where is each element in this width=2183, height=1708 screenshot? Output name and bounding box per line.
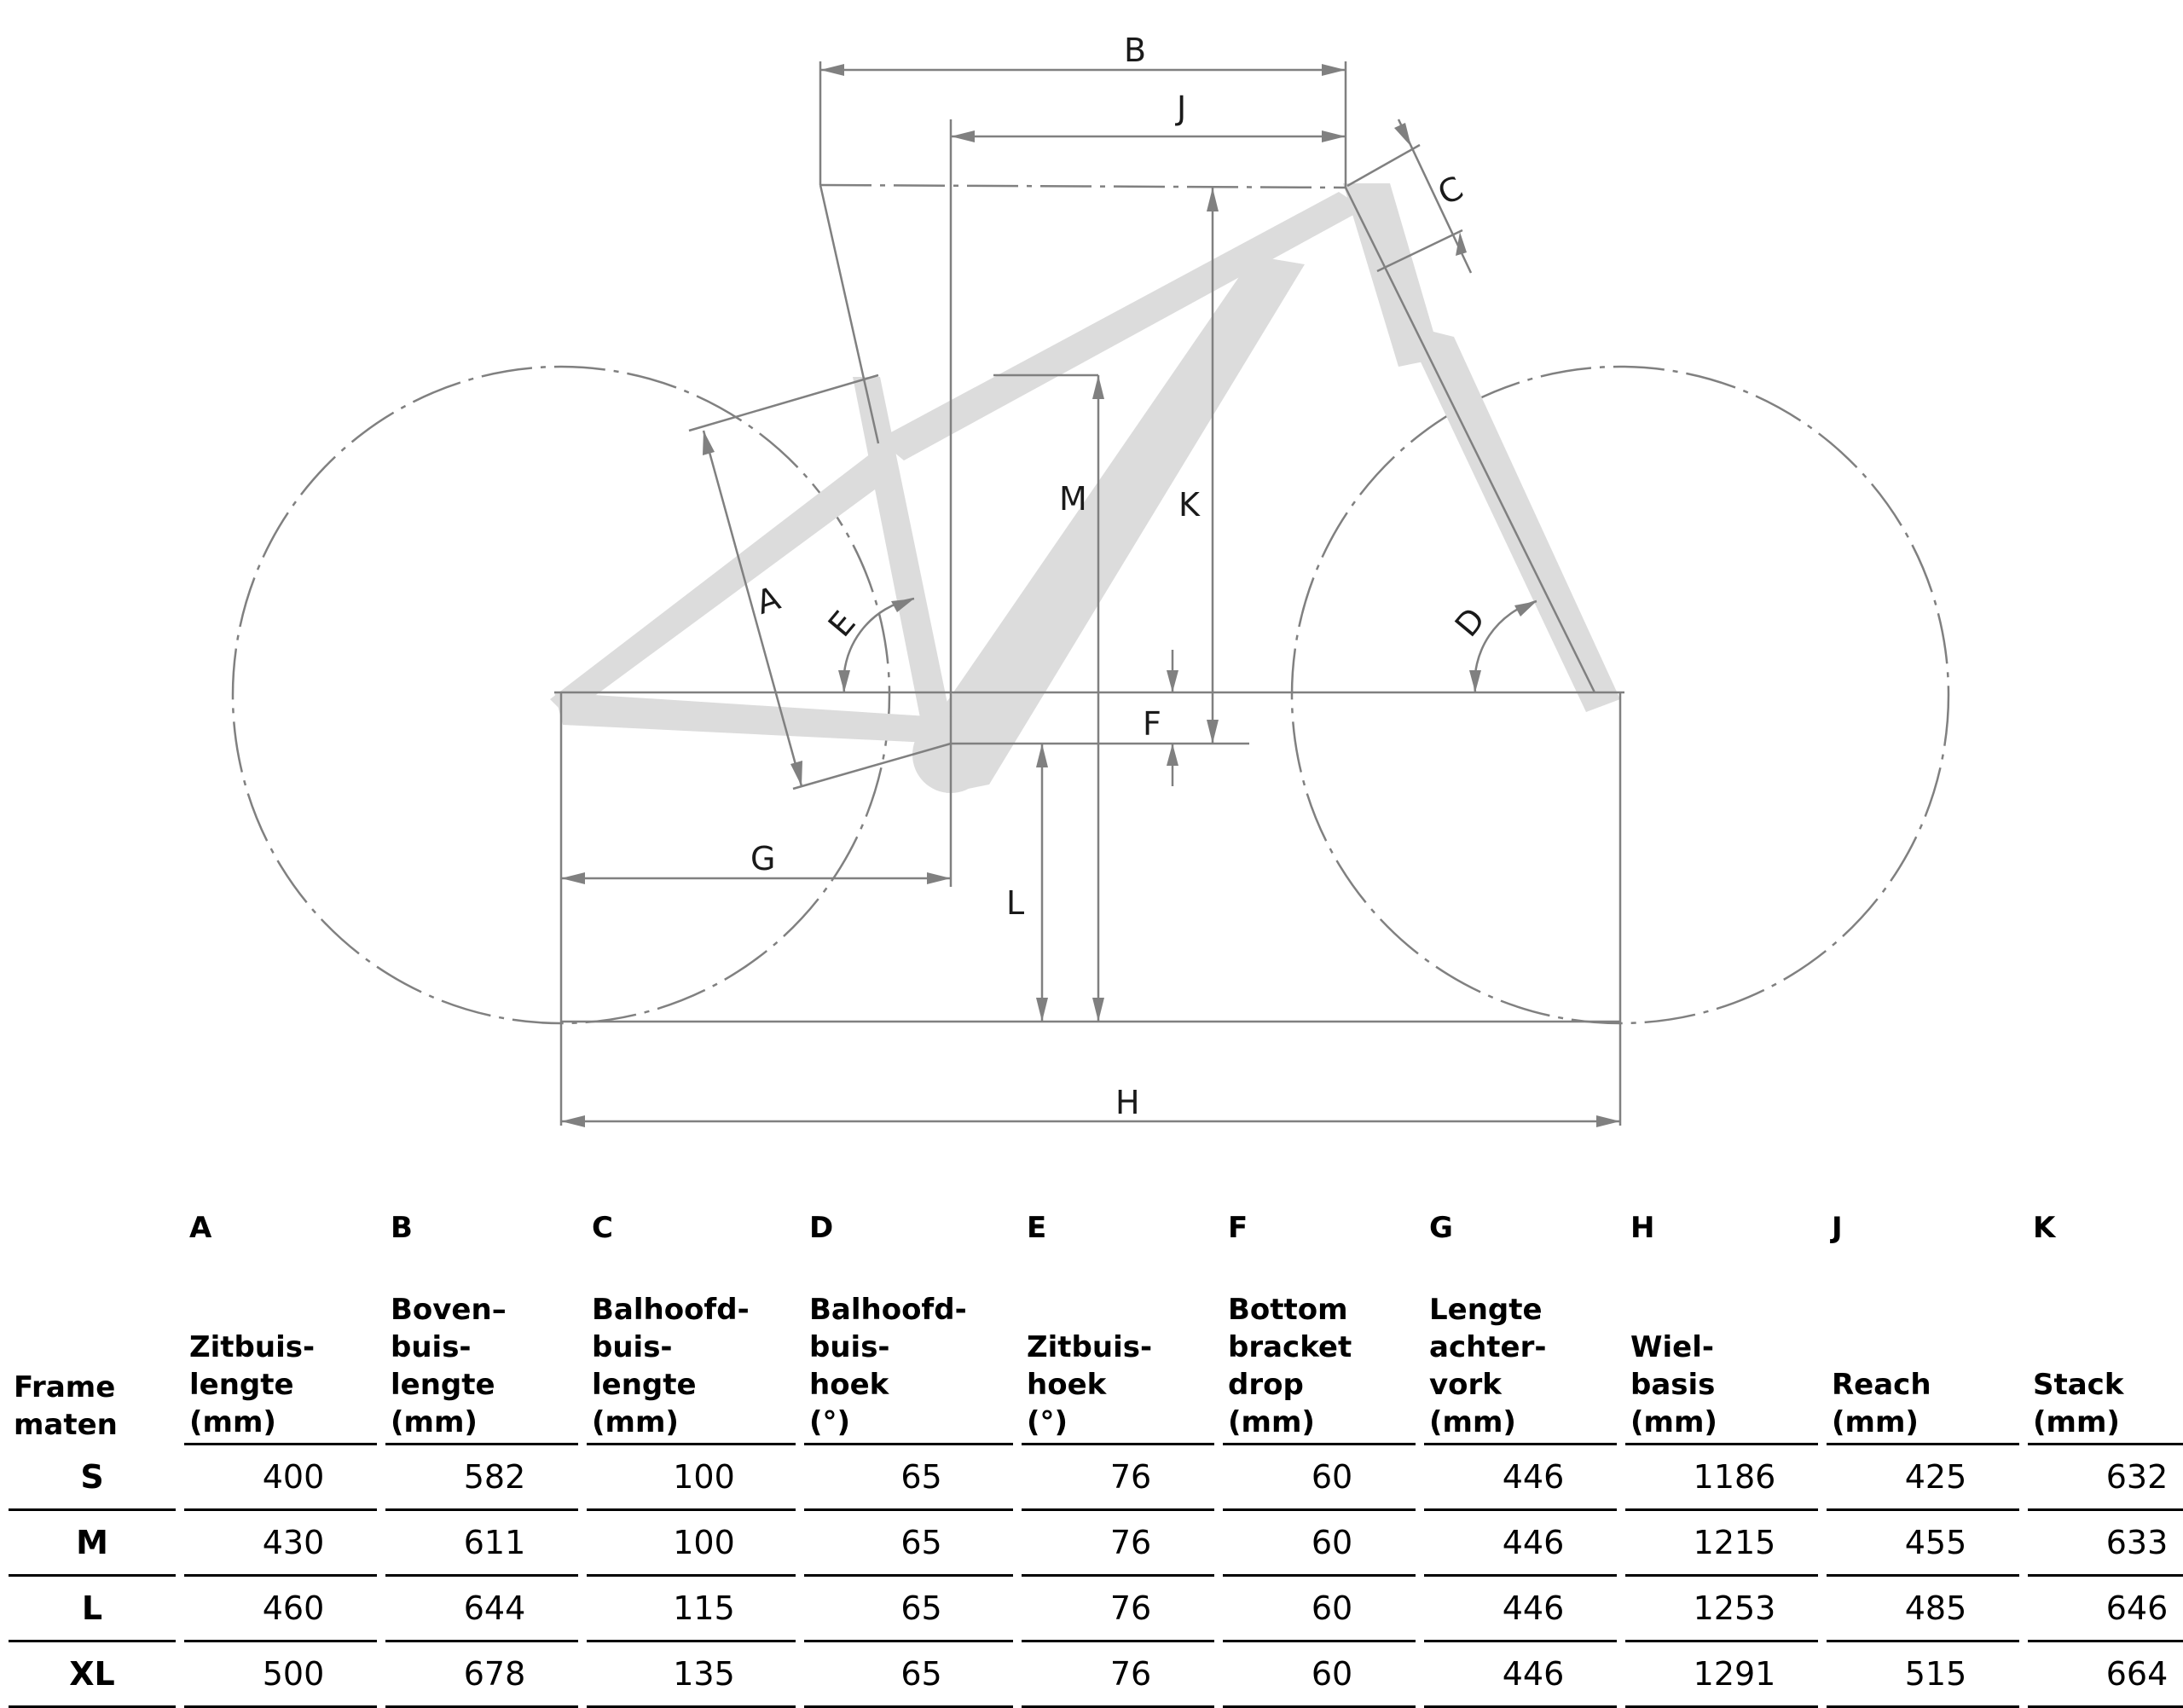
col-header-seat-tube-angle: Zitbuis- hoek (°) [1022,1288,1214,1445]
value-cell: 500 [184,1642,377,1708]
value-cell: 65 [804,1511,1013,1577]
label-g: G [750,840,776,877]
value-cell: 644 [385,1577,578,1642]
col-header-top-tube-length: Boven– buis- lengte (mm) [385,1288,578,1445]
label-c: C [1432,169,1469,213]
table-row [9,1445,2183,1511]
stack-top-line [820,185,1346,188]
value-cell: 76 [1022,1445,1214,1511]
label-l: L [1006,884,1025,922]
value-cell: 582 [385,1445,578,1511]
value-cell: 60 [1223,1577,1416,1642]
value-cell: 515 [1827,1642,2019,1708]
value-cell: 446 [1424,1445,1617,1511]
col-letter-c: C [592,1211,613,1245]
col-header-wheelbase: Wiel- basis (mm) [1625,1288,1818,1445]
table-letter-row [9,1202,2183,1288]
col-header-frame-sizes: Frame maten [14,1370,118,1442]
col-letter-g: G [1429,1211,1453,1245]
geometry-table-body [9,1445,2183,1708]
frame-size-cell: XL [9,1642,176,1708]
value-cell: 76 [1022,1511,1214,1577]
value-cell: 446 [1424,1577,1617,1642]
value-cell: 115 [587,1577,796,1642]
dimension-l [1006,744,1048,1022]
value-cell: 60 [1223,1642,1416,1708]
value-cell: 678 [385,1642,578,1708]
value-cell: 1291 [1625,1642,1818,1708]
label-d: D [1447,600,1493,644]
table-header-row [9,1288,2183,1445]
col-letter-frame [9,1202,176,1288]
value-cell: 65 [804,1642,1013,1708]
dimension-g [561,840,951,884]
col-letter-e: E [1027,1211,1047,1245]
value-cell: 65 [804,1577,1013,1642]
col-header-head-tube-angle: Balhoofd- buis- hoek (°) [804,1288,1013,1445]
label-h: H [1115,1084,1140,1121]
label-e: E [820,604,863,644]
col-header-reach: Reach (mm) [1827,1288,2019,1445]
value-cell: 632 [2028,1445,2183,1511]
col-letter-h: H [1630,1211,1655,1245]
label-k: K [1178,486,1200,524]
value-cell: 664 [2028,1642,2183,1708]
value-cell: 460 [184,1577,377,1642]
value-cell: 425 [1827,1445,2019,1511]
dimension-d [1448,600,1537,692]
col-header-head-tube-length: Balhoofd- buis- lengte (mm) [587,1288,796,1445]
value-cell: 1253 [1625,1577,1818,1642]
label-j: J [1177,90,1187,127]
value-cell: 65 [804,1445,1013,1511]
col-header-seat-tube-length: Zitbuis- lengte (mm) [184,1288,377,1445]
dimension-h [561,1084,1620,1127]
value-cell: 100 [587,1445,796,1511]
value-cell: 60 [1223,1445,1416,1511]
value-cell: 60 [1223,1511,1416,1577]
value-cell: 646 [2028,1577,2183,1642]
value-cell: 1186 [1625,1445,1818,1511]
geometry-table [0,1202,2183,1708]
frame-size-cell: S [9,1445,176,1511]
col-header-chainstay-length: Lengte achter- vork (mm) [1424,1288,1617,1445]
value-cell: 611 [385,1511,578,1577]
label-f: F [1143,705,1161,743]
col-letter-k: K [2033,1211,2056,1245]
col-letter-b: B [391,1211,413,1245]
table-row [9,1642,2183,1708]
label-b: B [1124,32,1147,69]
col-letter-d: D [809,1211,834,1245]
value-cell: 1215 [1625,1511,1818,1577]
value-cell: 446 [1424,1511,1617,1577]
table-row [9,1511,2183,1577]
dimension-j [951,90,1346,142]
col-header-stack: Stack (mm) [2028,1288,2183,1445]
frame-size-cell: L [9,1577,176,1642]
col-letter-f: F [1228,1211,1248,1245]
value-cell: 135 [587,1642,796,1708]
label-a: A [751,579,785,622]
value-cell: 76 [1022,1642,1214,1708]
dimension-f [1143,650,1178,786]
frame-size-cell: M [9,1511,176,1577]
col-header-bottom-bracket-drop: Bottom bracket drop (mm) [1223,1288,1416,1445]
dimension-b [820,32,1346,76]
value-cell: 400 [184,1445,377,1511]
value-cell: 633 [2028,1511,2183,1577]
value-cell: 76 [1022,1577,1214,1642]
value-cell: 446 [1424,1642,1617,1708]
value-cell: 485 [1827,1577,2019,1642]
table-row [9,1577,2183,1642]
value-cell: 100 [587,1511,796,1577]
value-cell: 455 [1827,1511,2019,1577]
value-cell: 430 [184,1511,377,1577]
col-letter-j: J [1832,1211,1843,1245]
label-m: M [1059,480,1087,518]
col-letter-a: A [189,1211,212,1245]
